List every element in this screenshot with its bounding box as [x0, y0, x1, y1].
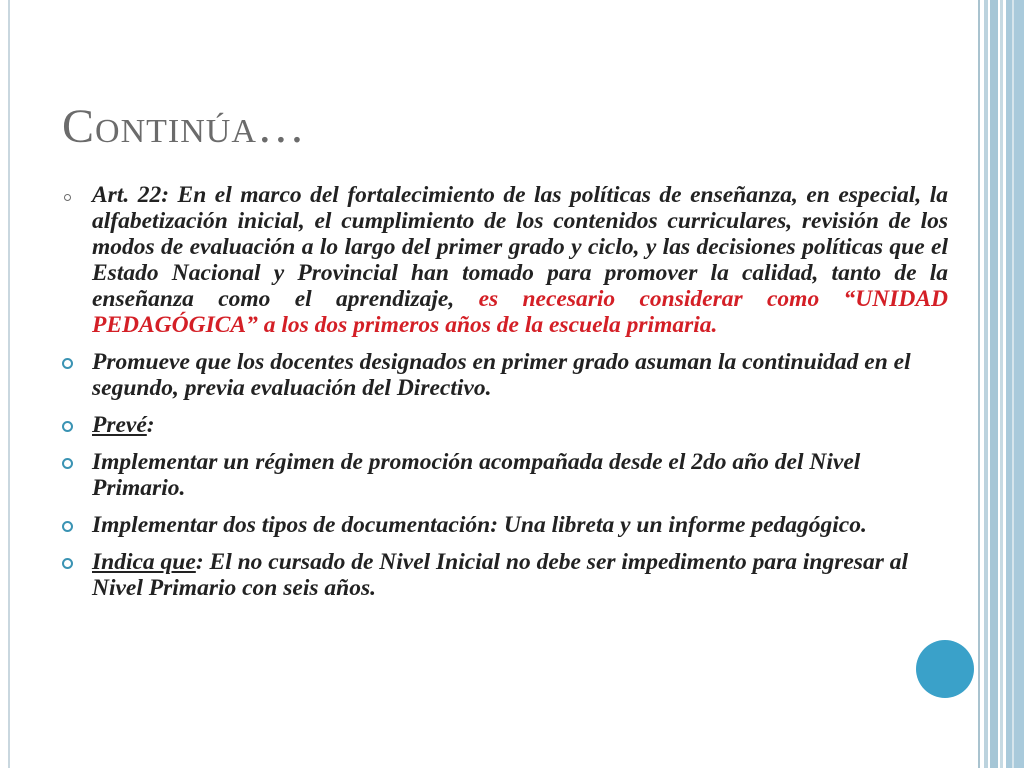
stripe	[984, 0, 988, 768]
hollow-bullet-icon	[64, 194, 71, 201]
stripe	[990, 0, 998, 768]
promueve-text: Promueve que los docentes designados en primer grado asuman la continuidad en el segundo, previa evaluación del Directivo.	[92, 349, 911, 401]
ring-bullet-icon	[62, 558, 73, 569]
art22-text: Art. 22: En el marco del fortalecimiento de las políticas de enseñanza, en especial, la alfabetización inicial, el cumplimiento de los contenidos curriculares, revisión de los modos de evaluación a lo largo del primer grado y ciclo, y las decisiones políticas que el Estado Nacional y Provincial han tomado para promover la calidad, tanto de la enseñanza como el aprendizaje,	[92, 182, 948, 312]
art22-highlight-text: es necesario considerar como “UNIDAD PEDAGÓGICA” a los dos primeros años de la escuela primaria.	[92, 286, 948, 338]
ring-bullet-icon	[62, 421, 73, 432]
ring-bullet-icon	[62, 458, 73, 469]
slide-title: Continúa…	[62, 100, 306, 153]
list-item-regimen	[58, 449, 948, 501]
stripe	[978, 0, 980, 768]
stripe	[1006, 0, 1024, 768]
stripe	[1012, 0, 1014, 768]
preve-label: Prevé	[92, 412, 147, 438]
decorative-circle	[916, 640, 974, 698]
list-item-indica	[58, 549, 948, 601]
preve-suffix: :	[146, 412, 155, 438]
documentacion-text: Implementar dos tipos de documentación: Una libreta y un informe pedagógico.	[92, 512, 867, 538]
list-item-preve	[58, 412, 948, 438]
list-item-promueve	[58, 349, 948, 401]
right-decorative-stripes	[978, 0, 1024, 768]
bullet-list	[58, 182, 948, 612]
left-border-line	[8, 0, 10, 768]
list-item-documentacion	[58, 512, 948, 538]
regimen-text: Implementar un régimen de promoción acompañada desde el 2do año del Nivel Primario.	[92, 449, 861, 501]
indica-label: Indica que	[92, 549, 196, 575]
stripe	[1000, 0, 1003, 768]
ring-bullet-icon	[62, 521, 73, 532]
indica-suffix: : El no cursado de Nivel Inicial no debe ser impedimento para ingresar al Nivel Primario con seis años.	[92, 549, 908, 601]
list-item-art22	[58, 182, 948, 338]
ring-bullet-icon	[62, 358, 73, 369]
